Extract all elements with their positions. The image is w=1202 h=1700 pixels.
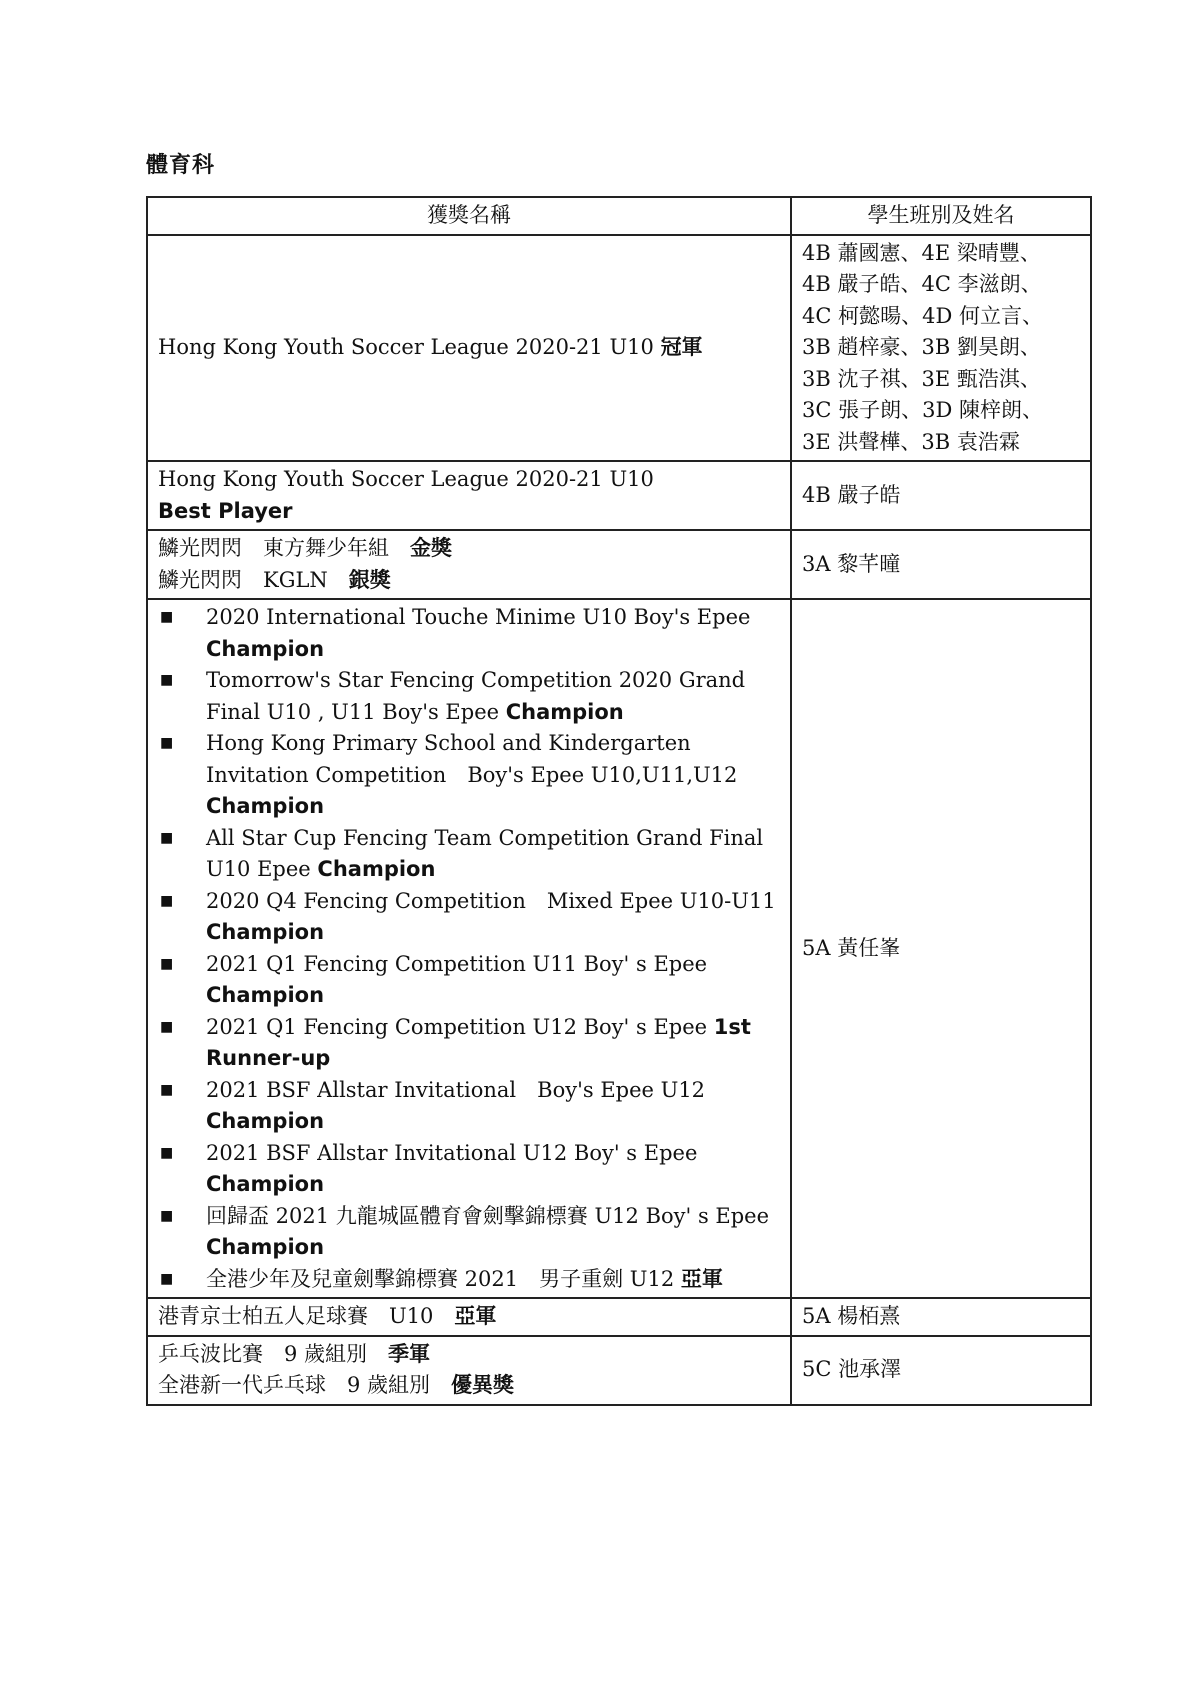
award-text: 2021 BSF Allstar Invitational U12 Boy' s Epee	[206, 1140, 698, 1165]
award-result: Champion	[206, 636, 325, 661]
award-result: 季軍	[388, 1341, 431, 1366]
bullet-icon: ■	[160, 735, 174, 751]
award-text: Hong Kong Youth Soccer League 2020-21 U10	[158, 467, 654, 491]
award-text: 鱗光閃閃 東方舞少年組	[158, 536, 410, 560]
award-result: 優異獎	[451, 1373, 515, 1397]
bullet-icon: ■	[160, 672, 174, 688]
award-cell	[147, 1336, 791, 1405]
student-name-line: 4B 蕭國憲、4E 梁晴豐、	[802, 240, 1041, 265]
award-result: 亞軍	[454, 1304, 497, 1328]
student-name-line: 4C 柯懿暘、4D 何立言、	[802, 303, 1043, 328]
fencing-award-list	[158, 602, 780, 1295]
award-result: Champion	[206, 1109, 325, 1133]
awards-table	[146, 196, 1092, 1406]
bullet-icon: ■	[160, 1207, 174, 1224]
list-item	[158, 886, 780, 949]
student-cell: 4B 嚴子皓	[791, 461, 1091, 530]
award-result: Champion	[206, 1172, 325, 1196]
student-name-line: 3B 趙梓豪、3B 劉昊朗、	[802, 335, 1041, 359]
student-cell: 3A 黎芊曈	[791, 530, 1091, 599]
award-text: 港青京士柏五人足球賽 U10	[158, 1304, 455, 1328]
table-header-row	[147, 197, 1091, 235]
award-text: 全港少年及兒童劍擊錦標賽 2021 男子重劍 U12	[206, 1266, 681, 1291]
student-cell: 5A 楊栢熹	[791, 1298, 1091, 1336]
award-result: 金獎	[410, 536, 452, 560]
award-cell	[147, 599, 791, 1298]
award-cell	[147, 530, 791, 599]
award-text: 2020 Q4 Fencing Competition Mixed Epee U10-U11	[206, 888, 776, 913]
bullet-icon: ■	[160, 892, 174, 909]
award-result: Champion	[206, 1235, 325, 1259]
bullet-icon: ■	[160, 955, 174, 972]
page-title: 體育科	[146, 152, 216, 178]
list-item	[158, 728, 780, 823]
table-row	[147, 1298, 1091, 1336]
list-item	[158, 602, 780, 665]
student-cell: 5C 池承澤	[791, 1336, 1091, 1405]
list-item	[158, 1264, 780, 1296]
bullet-icon: ■	[160, 1144, 174, 1161]
award-result: Champion	[206, 794, 325, 818]
table-row	[147, 235, 1091, 462]
award-cell	[147, 1298, 791, 1336]
award-result: 銀獎	[348, 567, 391, 592]
list-item	[158, 1012, 780, 1075]
award-text: Tomorrow's Star Fencing Competition 2020 Grand Final U10 , U11 Boy's Epee	[206, 668, 746, 724]
student-name-line: 4B 嚴子皓、4C 李滋朗、	[802, 272, 1042, 296]
award-result: Champion	[317, 857, 436, 881]
award-result: Best Player	[158, 498, 293, 523]
list-item	[158, 949, 780, 1012]
bullet-icon: ■	[160, 1018, 174, 1035]
bullet-icon: ■	[160, 1081, 174, 1098]
list-item	[158, 1075, 780, 1138]
award-text: Hong Kong Youth Soccer League 2020-21 U10	[158, 335, 654, 359]
bullet-icon: ■	[160, 1270, 174, 1287]
student-cell	[791, 235, 1091, 462]
award-text: 2021 Q1 Fencing Competition U12 Boy' s Epee	[206, 1014, 714, 1039]
table-row	[147, 530, 1091, 599]
list-item	[158, 1201, 780, 1264]
award-text: 全港新一代乒乓球 9 歲組別	[158, 1373, 452, 1397]
table-row	[147, 461, 1091, 530]
student-cell: 5A 黃任峯	[791, 599, 1091, 1298]
award-text: 乒乓波比賽 9 歲組別	[158, 1341, 389, 1366]
award-result: Champion	[206, 920, 325, 944]
award-text: 2021 BSF Allstar Invitational Boy's Epee U12	[206, 1077, 706, 1102]
award-text: All Star Cup Fencing Team Competition Grand Final U10 Epee	[206, 825, 764, 881]
award-cell	[147, 235, 791, 462]
student-name-line: 3B 沈子祺、3E 甄浩淇、	[802, 366, 1041, 391]
student-name-line: 3E 洪聲樺、3B 袁浩霖	[802, 429, 1020, 454]
award-text: 2020 International Touche Minime U10 Boy's Epee	[206, 605, 751, 629]
award-text: 2021 Q1 Fencing Competition U11 Boy' s Epee	[206, 951, 708, 976]
list-item	[158, 665, 780, 728]
award-text: 回歸盃 2021 九龍城區體育會劍擊錦標賽 U12 Boy' s Epee	[206, 1203, 770, 1228]
award-result: Champion	[505, 699, 624, 724]
table-row	[147, 1336, 1091, 1405]
award-text: Hong Kong Primary School and Kindergarten Invitation Competition Boy's Epee U10,U11,U12	[206, 731, 738, 787]
award-cell	[147, 461, 791, 530]
award-result: 1st Runner-up	[206, 1014, 751, 1070]
header-student: 學生班別及姓名	[791, 197, 1091, 235]
award-result: Champion	[206, 983, 325, 1007]
list-item	[158, 823, 780, 886]
award-text: 鱗光閃閃 KGLN	[158, 567, 349, 592]
award-result: 亞軍	[680, 1266, 723, 1291]
award-result: 冠軍	[660, 335, 703, 359]
student-name-line: 3C 張子朗、3D 陳梓朗、	[802, 398, 1043, 422]
header-award: 獲獎名稱	[147, 197, 791, 235]
list-item	[158, 1138, 780, 1201]
table-row	[147, 599, 1091, 1298]
bullet-icon: ■	[160, 609, 174, 625]
bullet-icon: ■	[160, 829, 174, 846]
